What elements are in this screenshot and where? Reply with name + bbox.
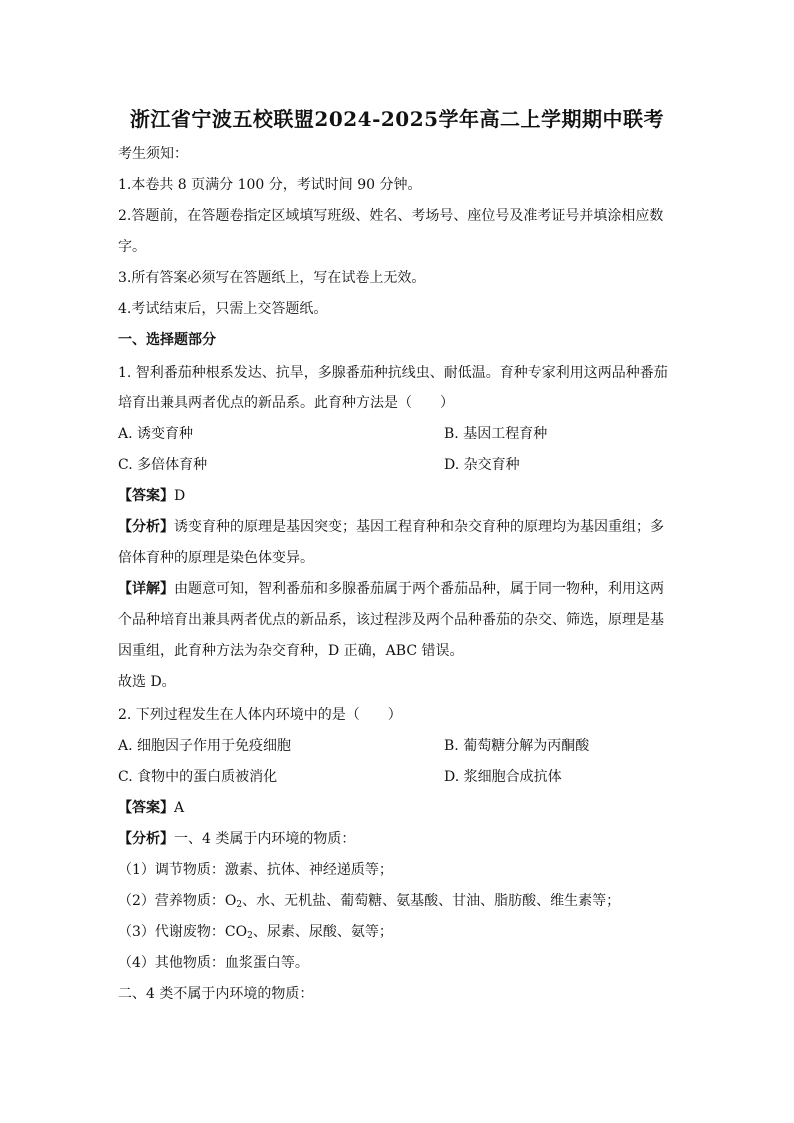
item-2-rest: 、水、无机盐、葡萄糖、氨基酸、甘油、脂肪酸、维生素等； bbox=[242, 893, 621, 909]
q2-option-c: C. 食物中的蛋白质被消化 bbox=[118, 769, 278, 785]
detail-tag: 【详解】 bbox=[118, 581, 174, 597]
item-2-prefix: （2）营养物质：O bbox=[118, 893, 237, 909]
q2-part-2-heading: 二、4 类不属于内环境的物质： bbox=[118, 986, 314, 1002]
notice-3: 3.所有答案必须写在答题纸上，写在试卷上无效。 bbox=[118, 270, 426, 286]
analysis-tag: 【分析】 bbox=[118, 519, 174, 535]
notice-2: 2.答题前，在答题卷指定区域填写班级、姓名、考场号、座位号及准考证号并填涂相应数 bbox=[118, 208, 664, 224]
q1-detail-line1 bbox=[118, 579, 678, 599]
q2-option-d: D. 浆细胞合成抗体 bbox=[444, 769, 562, 785]
analysis-tag: 【分析】 bbox=[118, 831, 174, 847]
notice-1: 1.本卷共 8 页满分 100 分，考试时间 90 分钟。 bbox=[118, 177, 422, 193]
subscript: 2 bbox=[236, 900, 243, 910]
q2-analysis-line1 bbox=[118, 829, 678, 849]
answer-value: A bbox=[174, 800, 185, 816]
section-heading-choice: 一、选择题部分 bbox=[118, 332, 216, 348]
q2-option-b: B. 葡萄糖分解为丙酮酸 bbox=[444, 738, 590, 754]
analysis-text: 诱变育种的原理是基因突变；基因工程育种和杂交育种的原理均为基因重组；多 bbox=[174, 519, 664, 535]
answer-value: D bbox=[174, 488, 186, 504]
q1-stem-line2: 培育出兼具两者优点的新品系。此育种方法是（ ） bbox=[118, 395, 454, 411]
document-title: 浙江省宁波五校联盟2024-2025学年高二上学期期中联考 bbox=[129, 107, 665, 131]
q2-item-4: （4）其他物质：血浆蛋白等。 bbox=[118, 955, 309, 971]
analysis-text: 一、4 类属于内环境的物质： bbox=[174, 831, 356, 847]
subscript: 2 bbox=[247, 931, 253, 941]
q2-item-3 bbox=[118, 922, 678, 942]
q1-answer bbox=[118, 486, 678, 506]
answer-tag: 【答案】 bbox=[118, 488, 174, 504]
notice-2-cont: 字。 bbox=[118, 239, 146, 255]
q2-option-a: A. 细胞因子作用于免疫细胞 bbox=[118, 738, 292, 754]
answer-tag: 【答案】 bbox=[118, 800, 174, 816]
q2-answer bbox=[118, 798, 678, 818]
q1-option-d: D. 杂交育种 bbox=[444, 457, 520, 473]
q1-conclusion: 故选 D。 bbox=[118, 674, 176, 690]
notice-heading: 考生须知： bbox=[118, 146, 188, 162]
item-3-prefix: （3）代谢废物：CO bbox=[118, 924, 248, 940]
q1-option-c: C. 多倍体育种 bbox=[118, 457, 208, 473]
q2-item-2 bbox=[118, 891, 678, 911]
notice-4: 4.考试结束后，只需上交答题纸。 bbox=[118, 301, 328, 317]
q1-option-b: B. 基因工程育种 bbox=[444, 426, 548, 442]
q1-detail-line3: 因重组，此育种方法为杂交育种，D 正确，ABC 错误。 bbox=[118, 643, 464, 659]
q1-analysis-line2: 倍体育种的原理是染色体变异。 bbox=[118, 550, 314, 566]
detail-text: 由题意可知，智利番茄和多腺番茄属于两个番茄品种，属于同一物种，利用这两 bbox=[174, 581, 664, 597]
q1-option-a: A. 诱变育种 bbox=[118, 426, 194, 442]
q1-detail-line2: 个品种培育出兼具两者优点的新品系，该过程涉及两个品种番茄的杂交、筛选，原理是基 bbox=[118, 612, 664, 628]
q1-stem-line1: 1. 智利番茄种根系发达、抗旱，多腺番茄种抗线虫、耐低温。育种专家利用这两品种番茄 bbox=[118, 365, 668, 381]
q2-item-1: （1）调节物质：激素、抗体、神经递质等； bbox=[118, 862, 393, 878]
q1-analysis-line1 bbox=[118, 517, 678, 537]
q2-stem: 2. 下列过程发生在人体内环境中的是（ ） bbox=[118, 707, 402, 723]
item-3-rest: 、尿素、尿酸、氨等； bbox=[252, 924, 393, 940]
